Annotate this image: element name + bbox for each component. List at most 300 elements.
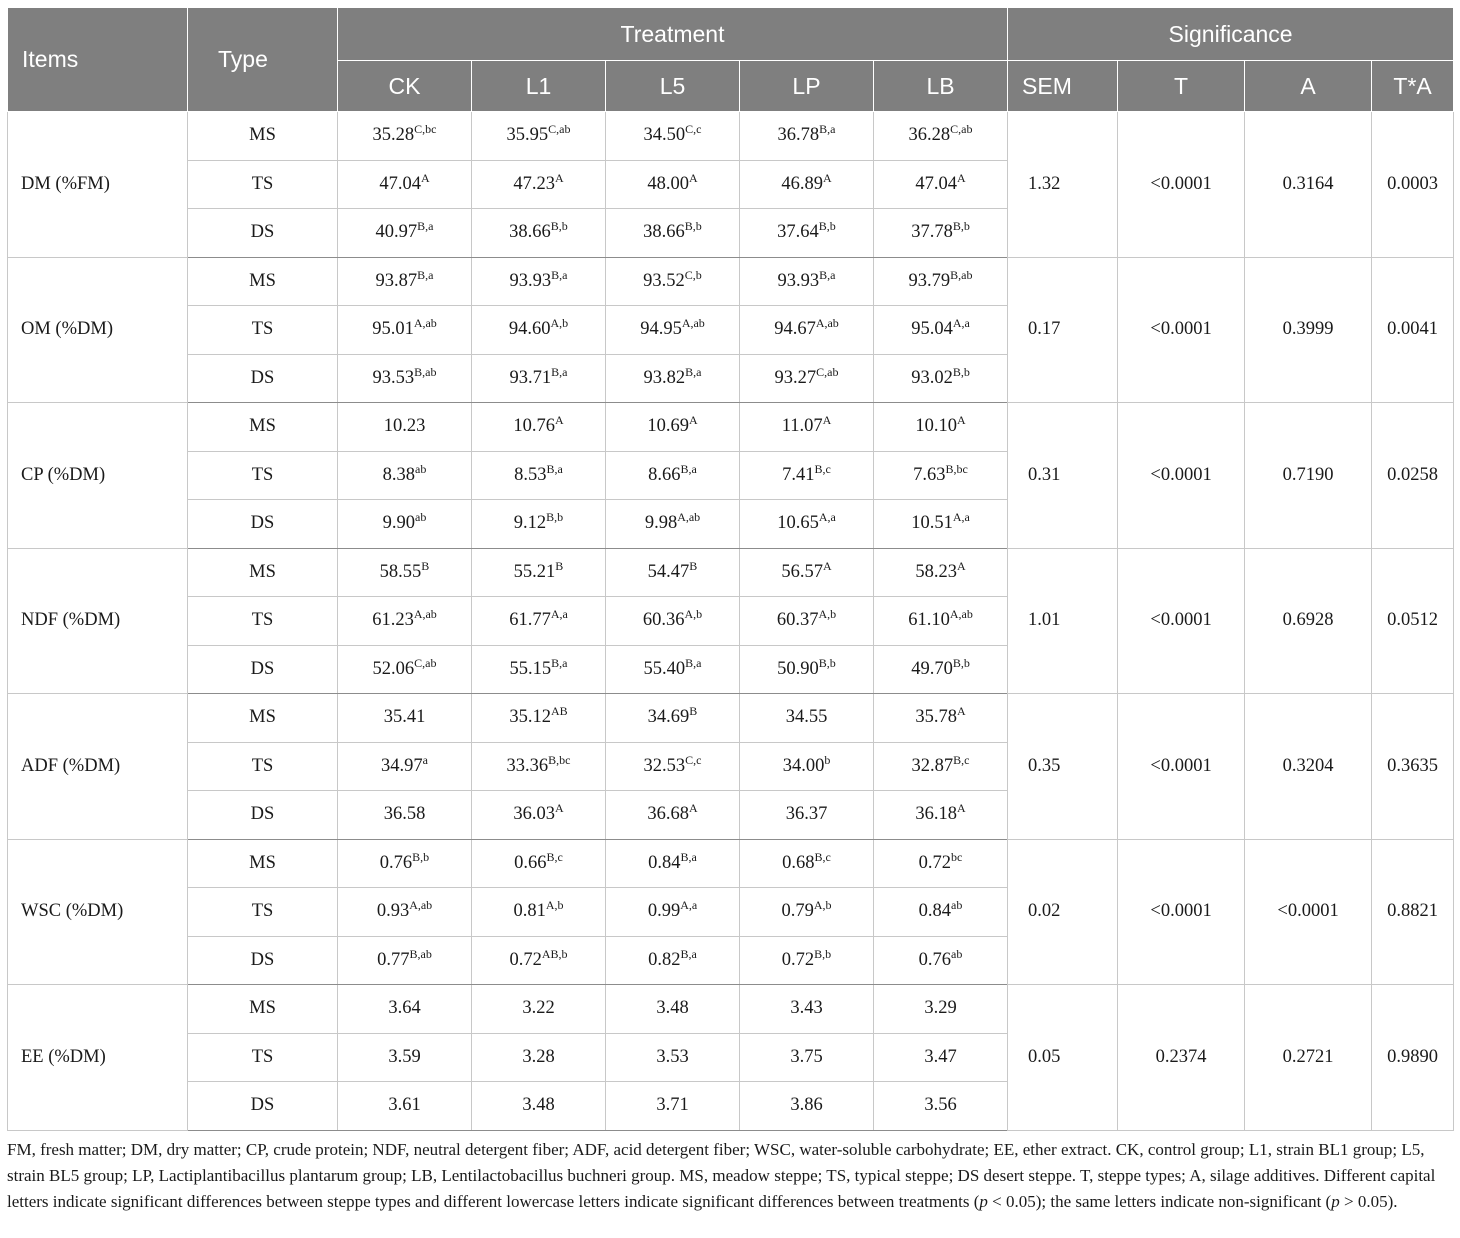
value-cell (874, 791, 1008, 840)
cell-value: 9.90 (382, 513, 416, 534)
cell-value: 8.53 (514, 464, 547, 485)
cell-value: 38.66 (509, 222, 551, 243)
cell-superscript: C,ab (414, 655, 437, 670)
value-cell (606, 354, 740, 403)
cell-superscript: B,b (952, 655, 970, 670)
cell-value: 3.47 (924, 1046, 957, 1067)
cell-superscript: B,a (417, 219, 434, 234)
value-cell (874, 985, 1008, 1034)
cell-value: 34.50 (643, 125, 686, 146)
cell-value: 0.72 (509, 949, 542, 970)
cell-value: 93.02 (911, 367, 953, 388)
cell-superscript: C,bc (414, 122, 437, 137)
header-l1: L1 (472, 61, 606, 112)
cell-value: 93.87 (375, 270, 418, 291)
cell-value: 34.97 (381, 755, 423, 776)
cell-value: 95.01 (372, 319, 414, 340)
cell-value: 0.66 (514, 852, 547, 873)
header-ck: CK (338, 61, 472, 112)
value-cell (740, 548, 874, 597)
value-cell (740, 354, 874, 403)
cell-superscript: A,b (550, 316, 569, 331)
cell-value: 0.81 (513, 901, 546, 922)
cell-value: 7.41 (782, 464, 815, 485)
cell-superscript: C,c (685, 752, 702, 767)
cell-value: 47.23 (513, 173, 555, 194)
value-cell (472, 306, 606, 355)
value-cell (472, 209, 606, 258)
value-cell (472, 936, 606, 985)
table-row (8, 985, 1454, 1034)
cell-value: 9.12 (513, 513, 547, 534)
value-cell (606, 500, 740, 549)
cell-value: 32.53 (643, 755, 686, 776)
cell-value: 3.48 (656, 998, 689, 1019)
cell-superscript: B,a (819, 267, 836, 282)
cell-value: 36.37 (785, 804, 828, 825)
cell-superscript: B,b (952, 219, 970, 234)
cell-superscript: bc (951, 849, 963, 864)
a-cell: 0.3164 (1245, 112, 1372, 258)
header-a: A (1245, 61, 1372, 112)
value-cell (874, 500, 1008, 549)
value-cell (606, 548, 740, 597)
footnote-p-1: p (979, 1191, 988, 1211)
cell-superscript: A,a (680, 898, 698, 913)
type-cell: DS (188, 791, 338, 840)
type-cell: DS (188, 1082, 338, 1131)
value-cell (606, 985, 740, 1034)
cell-superscript: a (422, 752, 428, 767)
value-cell (472, 548, 606, 597)
ta-cell: 0.8821 (1372, 839, 1454, 985)
cell-value: 93.52 (643, 270, 685, 291)
header-type: Type (188, 8, 338, 112)
value-cell (472, 791, 606, 840)
value-cell (472, 742, 606, 791)
cell-superscript: A,ab (681, 316, 705, 331)
value-cell (740, 209, 874, 258)
cell-value: 3.22 (522, 998, 555, 1019)
value-cell (740, 1082, 874, 1131)
type-cell: MS (188, 694, 338, 743)
value-cell (338, 354, 472, 403)
cell-superscript: C,ab (548, 122, 571, 137)
cell-superscript: B,a (551, 267, 568, 282)
table-row (8, 257, 1454, 306)
type-cell: DS (188, 645, 338, 694)
cell-value: 0.79 (781, 901, 814, 922)
cell-value: 93.27 (774, 367, 817, 388)
cell-value: 0.93 (376, 901, 410, 922)
cell-superscript: ab (951, 898, 963, 913)
cell-value: 61.10 (908, 610, 950, 631)
cell-superscript: B,a (551, 364, 568, 379)
cell-superscript: B,a (819, 122, 836, 137)
cell-value: 61.77 (509, 610, 551, 631)
cell-superscript: B (689, 704, 698, 719)
cell-value: 3.71 (656, 1095, 689, 1116)
value-cell (874, 160, 1008, 209)
cell-value: 35.95 (506, 125, 549, 146)
cell-value: 55.21 (513, 561, 556, 582)
cell-value: 35.12 (509, 707, 551, 728)
cell-value: 3.48 (522, 1095, 555, 1116)
value-cell (874, 354, 1008, 403)
cell-value: 10.76 (513, 416, 555, 437)
cell-superscript: B,c (814, 461, 831, 476)
ta-cell: 0.0041 (1372, 257, 1454, 403)
cell-value: 10.51 (911, 513, 953, 534)
cell-value: 32.87 (911, 755, 954, 776)
value-cell (606, 160, 740, 209)
value-cell (874, 694, 1008, 743)
t-cell: <0.0001 (1118, 257, 1245, 403)
type-cell: DS (188, 354, 338, 403)
cell-value: 37.64 (777, 222, 819, 243)
cell-superscript: B,a (680, 946, 697, 961)
cell-value: 40.97 (375, 222, 418, 243)
cell-value: 54.47 (647, 561, 690, 582)
cell-superscript: A (822, 170, 832, 185)
cell-superscript: ab (951, 946, 963, 961)
value-cell (740, 500, 874, 549)
type-cell: DS (188, 936, 338, 985)
cell-superscript: A (688, 413, 698, 428)
cell-superscript: B,ab (950, 267, 973, 282)
sem-cell: 0.31 (1008, 403, 1118, 549)
value-cell (338, 694, 472, 743)
cell-superscript: A,a (818, 510, 836, 525)
ta-cell: 0.9890 (1372, 985, 1454, 1131)
value-cell (472, 645, 606, 694)
value-cell (874, 936, 1008, 985)
value-cell (874, 597, 1008, 646)
value-cell (740, 112, 874, 161)
a-cell: 0.7190 (1245, 403, 1372, 549)
footnote-text-3: > 0.05). (1339, 1191, 1398, 1211)
item-label: CP (%DM) (8, 403, 188, 549)
cell-value: 3.75 (790, 1046, 823, 1067)
header-ta: T*A (1372, 61, 1454, 112)
value-cell (472, 1082, 606, 1131)
sem-cell: 1.32 (1008, 112, 1118, 258)
cell-value: 3.53 (656, 1046, 689, 1067)
cell-value: 93.53 (372, 367, 415, 388)
value-cell (338, 645, 472, 694)
value-cell (472, 888, 606, 937)
cell-superscript: B,a (417, 267, 434, 282)
value-cell (472, 112, 606, 161)
cell-superscript: B,a (680, 461, 697, 476)
value-cell (874, 839, 1008, 888)
cell-superscript: B,b (814, 946, 832, 961)
a-cell: <0.0001 (1245, 839, 1372, 985)
cell-value: 38.66 (643, 222, 685, 243)
cell-superscript: B,bc (945, 461, 968, 476)
cell-value: 3.86 (790, 1095, 823, 1116)
value-cell (874, 888, 1008, 937)
cell-superscript: B (689, 558, 698, 573)
cell-superscript: B,b (546, 510, 564, 525)
value-cell (740, 985, 874, 1034)
type-cell: DS (188, 209, 338, 258)
header-sem: SEM (1008, 61, 1118, 112)
cell-value: 10.23 (383, 416, 426, 437)
cell-value: 3.61 (388, 1095, 421, 1116)
cell-value: 0.84 (918, 901, 952, 922)
sem-cell: 0.05 (1008, 985, 1118, 1131)
table-row (8, 112, 1454, 161)
cell-value: 0.82 (648, 949, 681, 970)
value-cell (606, 112, 740, 161)
header-l5: L5 (606, 61, 740, 112)
value-cell (606, 791, 740, 840)
value-cell (472, 694, 606, 743)
cell-value: 3.59 (388, 1046, 421, 1067)
value-cell (740, 645, 874, 694)
value-cell (606, 209, 740, 258)
value-cell (338, 209, 472, 258)
cell-superscript: C,b (684, 267, 702, 282)
value-cell (338, 451, 472, 500)
cell-value: 55.15 (509, 658, 552, 679)
header-lp: LP (740, 61, 874, 112)
cell-superscript: A,ab (677, 510, 701, 525)
value-cell (874, 209, 1008, 258)
type-cell: MS (188, 548, 338, 597)
cell-value: 36.03 (513, 804, 555, 825)
value-cell (472, 985, 606, 1034)
header-treatment: Treatment (338, 8, 1008, 61)
cell-value: 10.65 (777, 513, 819, 534)
cell-superscript: A,b (684, 607, 703, 622)
cell-value: 46.89 (781, 173, 823, 194)
value-cell (874, 1082, 1008, 1131)
value-cell (740, 694, 874, 743)
item-label: WSC (%DM) (8, 839, 188, 985)
value-cell (338, 548, 472, 597)
value-cell (472, 160, 606, 209)
table-row (8, 839, 1454, 888)
type-cell: TS (188, 742, 338, 791)
cell-value: 60.37 (776, 610, 819, 631)
cell-value: 35.28 (372, 125, 415, 146)
cell-value: 93.93 (777, 270, 820, 291)
value-cell (472, 500, 606, 549)
value-cell (338, 403, 472, 452)
value-cell (874, 1033, 1008, 1082)
value-cell (874, 451, 1008, 500)
cell-value: 8.38 (382, 464, 416, 485)
cell-value: 94.95 (640, 319, 682, 340)
cell-value: 56.57 (781, 561, 823, 582)
cell-value: 94.60 (508, 319, 551, 340)
cell-value: 93.79 (908, 270, 951, 291)
cell-value: 35.78 (915, 707, 957, 728)
cell-superscript: A,a (952, 316, 970, 331)
cell-value: 52.06 (372, 658, 415, 679)
cell-value: 60.36 (642, 610, 685, 631)
header-t: T (1118, 61, 1245, 112)
cell-value: 58.23 (915, 561, 957, 582)
ta-cell: 0.0512 (1372, 548, 1454, 694)
cell-superscript: A,ab (413, 316, 437, 331)
cell-superscript: A (822, 413, 832, 428)
item-label: ADF (%DM) (8, 694, 188, 840)
cell-superscript: A (420, 170, 430, 185)
type-cell: MS (188, 112, 338, 161)
type-cell: TS (188, 451, 338, 500)
cell-superscript: A (688, 170, 698, 185)
sem-cell: 1.01 (1008, 548, 1118, 694)
value-cell (472, 451, 606, 500)
value-cell (472, 257, 606, 306)
type-cell: TS (188, 1033, 338, 1082)
cell-value: 35.41 (383, 707, 426, 728)
cell-value: 36.68 (647, 804, 689, 825)
value-cell (874, 645, 1008, 694)
value-cell (606, 839, 740, 888)
value-cell (874, 548, 1008, 597)
cell-superscript: A (688, 801, 698, 816)
cell-superscript: ab (415, 461, 427, 476)
value-cell (606, 306, 740, 355)
cell-superscript: A,ab (409, 898, 433, 913)
cell-superscript: A (957, 558, 966, 573)
cell-value: 49.70 (911, 658, 953, 679)
cell-value: 0.72 (918, 852, 952, 873)
value-cell (472, 354, 606, 403)
type-cell: DS (188, 500, 338, 549)
value-cell (740, 597, 874, 646)
value-cell (338, 742, 472, 791)
type-cell: TS (188, 160, 338, 209)
cell-superscript: B,a (680, 849, 697, 864)
cell-value: 3.64 (388, 998, 421, 1019)
cell-superscript: b (824, 752, 831, 767)
value-cell (338, 257, 472, 306)
value-cell (472, 1033, 606, 1082)
cell-value: 9.98 (644, 513, 678, 534)
value-cell (606, 597, 740, 646)
t-cell: 0.2374 (1118, 985, 1245, 1131)
type-cell: TS (188, 597, 338, 646)
footnote-p-2: p (1331, 1191, 1340, 1211)
type-cell: MS (188, 839, 338, 888)
type-cell: TS (188, 306, 338, 355)
cell-superscript: A (554, 170, 564, 185)
cell-value: 93.82 (643, 367, 686, 388)
type-cell: MS (188, 257, 338, 306)
cell-value: 0.77 (377, 949, 410, 970)
t-cell: <0.0001 (1118, 839, 1245, 985)
cell-superscript: A,ab (815, 316, 839, 331)
cell-value: 36.78 (777, 125, 820, 146)
type-cell: TS (188, 888, 338, 937)
cell-value: 36.28 (908, 125, 951, 146)
cell-value: 0.99 (647, 901, 681, 922)
footnote-text-2: < 0.05); the same letters indicate non-significant ( (987, 1191, 1332, 1211)
cell-value: 47.04 (915, 173, 957, 194)
cell-value: 11.07 (781, 416, 823, 437)
cell-value: 58.55 (379, 561, 422, 582)
value-cell (606, 1033, 740, 1082)
value-cell (740, 257, 874, 306)
value-cell (606, 694, 740, 743)
value-cell (874, 403, 1008, 452)
value-cell (606, 1082, 740, 1131)
header-items: Items (8, 8, 188, 112)
sem-cell: 0.35 (1008, 694, 1118, 840)
cell-superscript: B,ab (414, 364, 437, 379)
value-cell (338, 985, 472, 1034)
cell-value: 48.00 (647, 173, 689, 194)
ta-cell: 0.0003 (1372, 112, 1454, 258)
ta-cell: 0.0258 (1372, 403, 1454, 549)
cell-superscript: A (957, 704, 966, 719)
cell-value: 93.93 (509, 270, 552, 291)
cell-value: 61.23 (372, 610, 414, 631)
cell-value: 55.40 (643, 658, 686, 679)
cell-value: 47.04 (379, 173, 421, 194)
cell-superscript: B,b (550, 219, 568, 234)
cell-superscript: B (421, 558, 430, 573)
value-cell (740, 888, 874, 937)
value-cell (472, 597, 606, 646)
cell-superscript: C,ab (950, 122, 973, 137)
item-label: OM (%DM) (8, 257, 188, 403)
value-cell (338, 791, 472, 840)
cell-superscript: A,a (952, 510, 970, 525)
footnote (7, 1137, 1453, 1215)
cell-superscript: A (822, 558, 832, 573)
item-label: DM (%FM) (8, 112, 188, 258)
t-cell: <0.0001 (1118, 112, 1245, 258)
table-row (8, 694, 1454, 743)
value-cell (338, 888, 472, 937)
cell-superscript: A,b (813, 898, 832, 913)
ta-cell: 0.3635 (1372, 694, 1454, 840)
cell-superscript: C,ab (816, 364, 839, 379)
cell-superscript: A,ab (949, 607, 973, 622)
cell-value: 7.63 (913, 464, 946, 485)
value-cell (338, 936, 472, 985)
table-container (7, 7, 1453, 1215)
value-cell (740, 403, 874, 452)
value-cell (606, 645, 740, 694)
t-cell: <0.0001 (1118, 694, 1245, 840)
cell-value: 34.00 (782, 755, 825, 776)
cell-value: 95.04 (911, 319, 953, 340)
cell-superscript: AB,b (541, 946, 568, 961)
cell-value: 0.76 (379, 852, 413, 873)
cell-value: 50.90 (777, 658, 819, 679)
cell-superscript: B,b (818, 655, 836, 670)
cell-superscript: B,a (551, 655, 568, 670)
cell-value: 0.84 (648, 852, 681, 873)
value-cell (472, 839, 606, 888)
value-cell (606, 257, 740, 306)
value-cell (338, 1082, 472, 1131)
a-cell: 0.3204 (1245, 694, 1372, 840)
type-cell: MS (188, 985, 338, 1034)
value-cell (606, 451, 740, 500)
cell-value: 10.10 (915, 416, 957, 437)
cell-superscript: ab (415, 510, 427, 525)
value-cell (740, 306, 874, 355)
value-cell (606, 742, 740, 791)
